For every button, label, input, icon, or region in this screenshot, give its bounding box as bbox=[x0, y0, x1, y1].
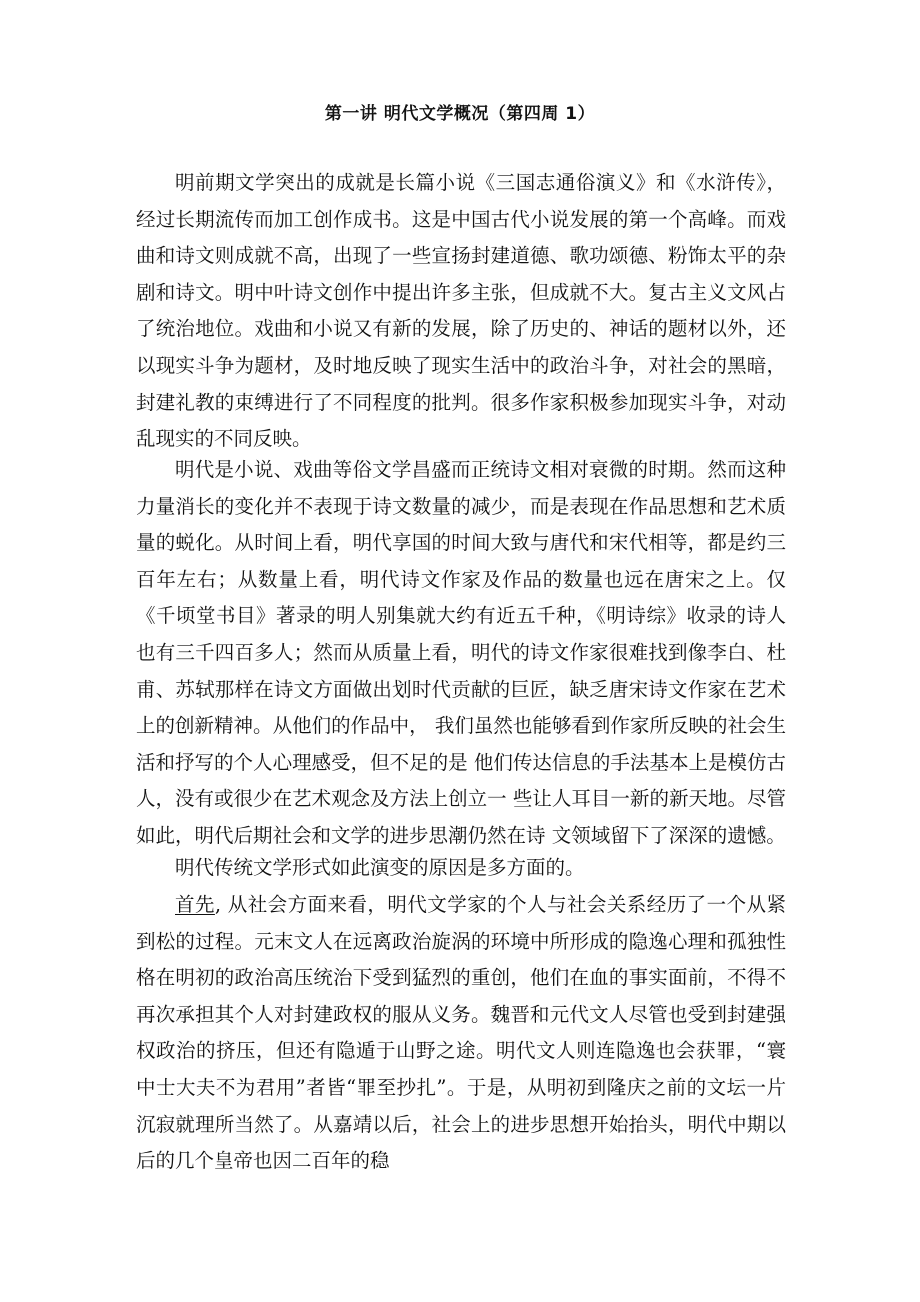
paragraph-2: 明代是小说、戏曲等俗文学昌盛而正统诗文相对衰微的时期。然而这种力量消长的变化并不表现于诗文数量的减少，而是表现在作品思想和艺术质量的蜕化。从时间上看，明代享国的时间大致与唐代和宋代相等，都是约三百年左右；从数量上看，明代诗文作家及作品的数量也远在唐宋之上。仅《千顷堂书目》著录的明人别集就大约有近五千种，《明诗综》收录的诗人也有三千四百多人；然而从质量上看，明代的诗文作家很难找到像李白、杜甫、苏轼那样在诗文方面做出划时代贡献的巨匠，缺乏唐宋诗文作家在艺术上的创新精神。从他们的作品中， 我们虽然也能够看到作家所反映的社会生活和抒写的个人心理感受，但不足的是 他们传达信息的手法基本上是模仿古人，没有或很少在艺术观念及方法上创立一 些让人耳目一新的新天地。尽管如此，明代后期社会和文学的进步思潮仍然在诗 文领域留下了深深的遗憾。 bbox=[136, 458, 786, 847]
paragraph-4 bbox=[136, 887, 786, 1180]
document-title: 第一讲 明代文学概况（第四周 1） bbox=[324, 104, 596, 124]
paragraph-1: 明前期文学突出的成就是长篇小说《三国志通俗演义》和《水浒传》，经过长期流传而加工创作成书。这是中国古代小说发展的第一个高峰。而戏曲和诗文则成就不高，出现了一些宣扬封建道德、歌功颂德、粉饰太平的杂剧和诗文。明中叶诗文创作中提出许多主张，但成就不大。复古主义文风占了统治地位。戏曲和小说又有新的发展，除了历史的、神话的题材以外，还以现实斗争为题材，及时地反映了现实生活中的政治斗争，对社会的黑暗，封建礼教的束缚进行了不同程度的批判。很多作家积极参加现实斗争，对动乱现实的不同反映。 bbox=[136, 171, 786, 451]
paragraph-4-body: , 从社会方面来看，明代文学家的个人与社会关系经历了一个从紧到松的过程。元末文人在远离政治旋涡的环境中所形成的隐逸心理和孤独性格在明初的政治高压统治下受到猛烈的重创，他们在血的事实面前，不得不再次承担其个人对封建政权的服从义务。魏晋和元代文人尽管也受到封建强权政治的挤压，但还有隐遁于山野之途。明代文人则连隐逸也会获罪，“寰中士大夫不为君用”者皆“罪至抄扎”。于是，从明初到隆庆之前的文坛一片沉寂就理所当然了。从嘉靖以后，社会上的进步思想开始抬头，明代中期以后的几个皇帝也因二百年的稳 bbox=[136, 893, 786, 1173]
paragraph-3: 明代传统文学形式如此演变的原因是多方面的。 bbox=[175, 856, 585, 879]
paragraph-4-lead: 首先 bbox=[175, 893, 215, 916]
